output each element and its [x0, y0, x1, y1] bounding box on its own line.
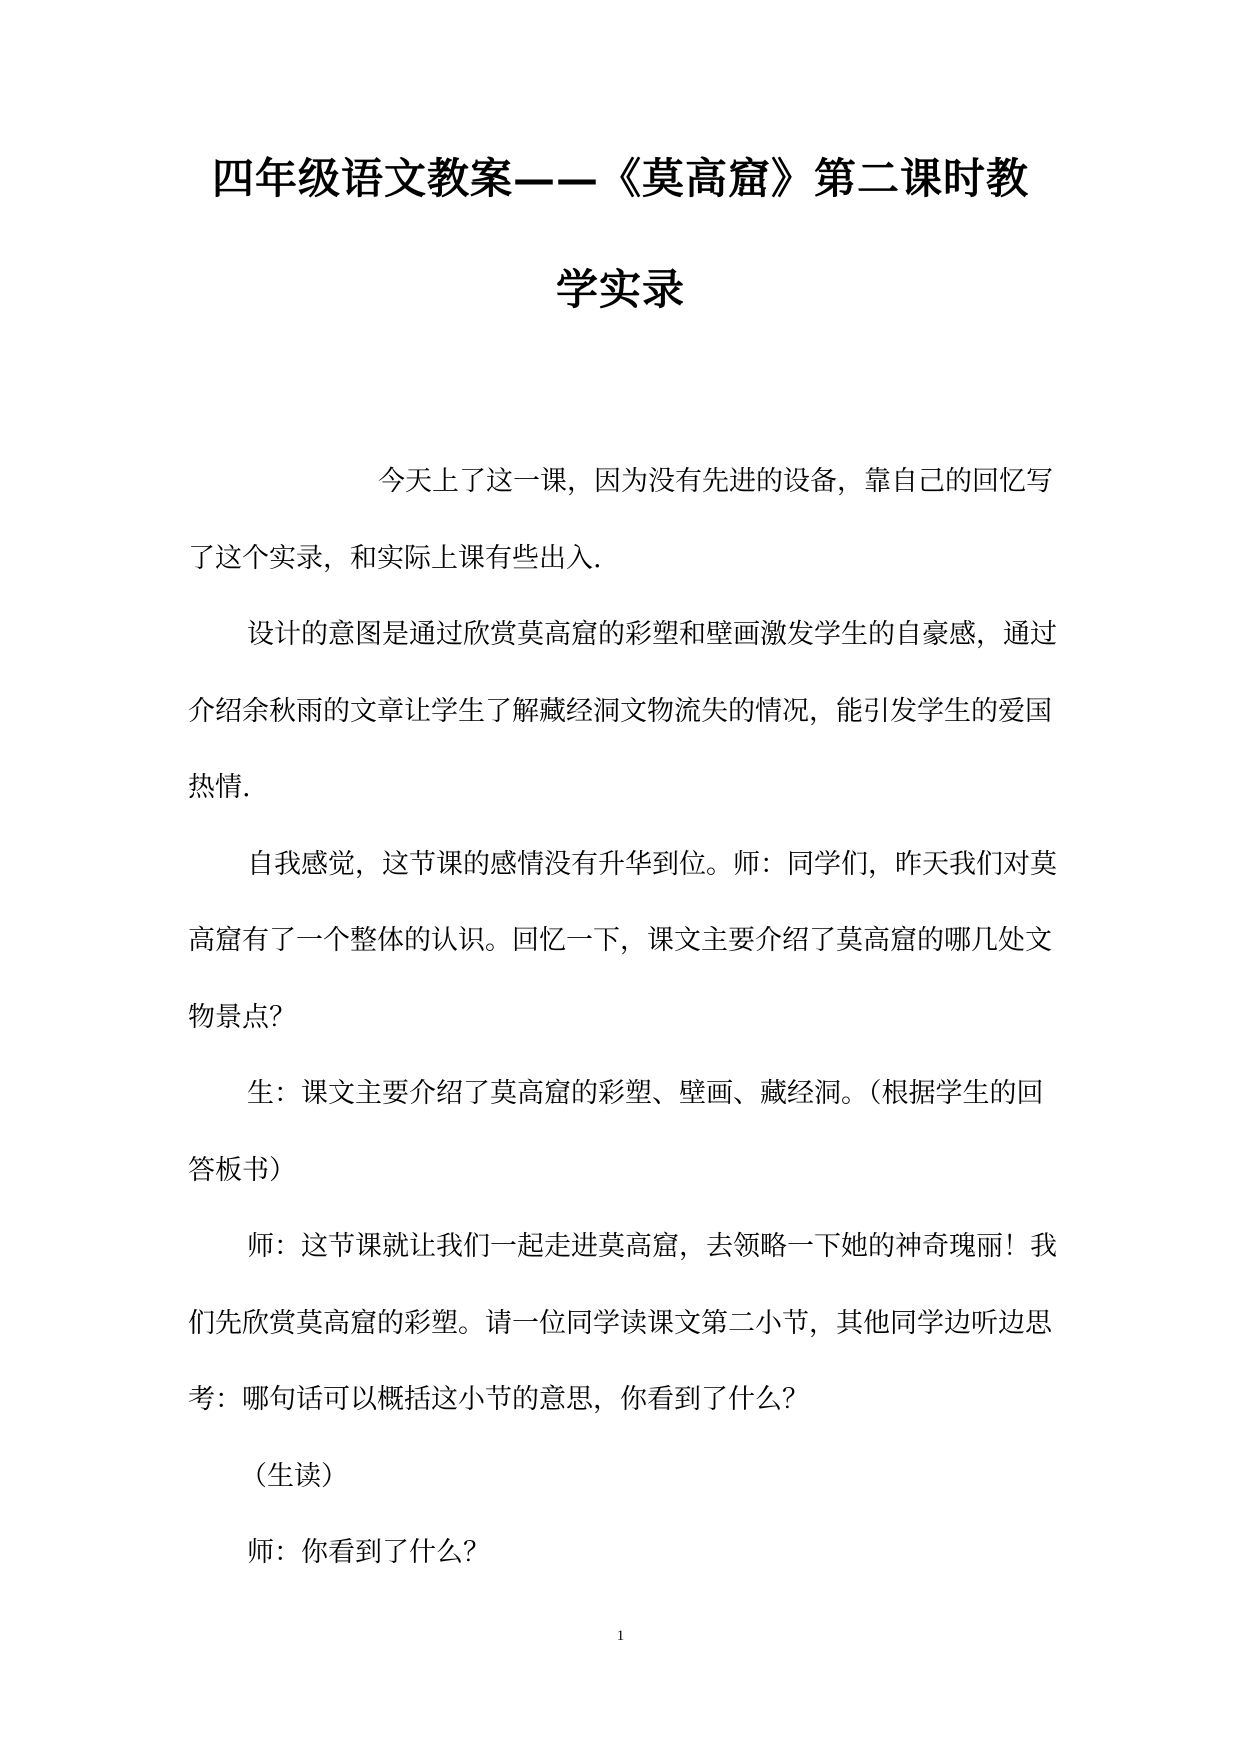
paragraph-teacher-instruction: 师：这节课就让我们一起走进莫高窟，去领略一下她的神奇瑰丽！我们先欣赏莫高窟的彩塑。请一位同学读课文第二小节，其他同学边听边思考：哪句话可以概括这小节的意思，你看到了什么？ [188, 1231, 1057, 1415]
paragraph-teacher-question: 师：你看到了什么？ [247, 1537, 490, 1568]
paragraph-self-reflection: 自我感觉，这节课的感情没有升华到位。师：同学们，昨天我们对莫高窟有了一个整体的认识。回忆一下，课文主要介绍了莫高窟的哪几处文物景点？ [188, 848, 1057, 1033]
paragraph-student-reading: （生读） [240, 1460, 348, 1492]
document-title-line2: 学实录 [555, 265, 685, 314]
paragraph-design-intent: 设计的意图是通过欣赏莫高窟的彩塑和壁画激发学生的自豪感，通过介绍余秋雨的文章让学生了解藏经洞文物流失的情况，能引发学生的爱国热情. [188, 619, 1057, 803]
paragraph-student-answer: 生：课文主要介绍了莫高窟的彩塑、壁画、藏经洞。（根据学生的回答板书） [188, 1078, 1044, 1186]
document-title-line1: 四年级语文教案——《莫高窟》第二课时教 [211, 154, 1029, 203]
page-number: 1 [616, 1628, 625, 1644]
document-body [188, 444, 1058, 1592]
paragraph-intro: 今天上了这一课，因为没有先进的设备，靠自己的回忆写了这个实录，和实际上课有些出入. [188, 466, 1053, 574]
